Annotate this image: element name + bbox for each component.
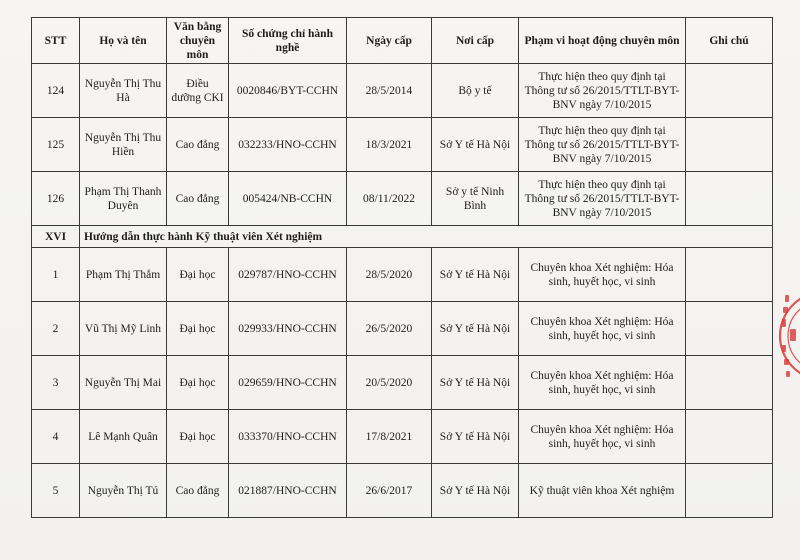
cell-stt: 1 xyxy=(32,248,80,302)
cell-place: Sở y tế Ninh Bình xyxy=(432,172,519,226)
cell-note xyxy=(686,248,773,302)
header-note: Ghi chú xyxy=(686,18,773,64)
cell-date: 26/5/2020 xyxy=(347,302,432,356)
cell-degree: Cao đẳng xyxy=(167,118,229,172)
section-row xyxy=(32,226,773,248)
cell-cert: 005424/NB-CCHN xyxy=(229,172,347,226)
cell-scope: Chuyên khoa Xét nghiệm: Hóa sinh, huyết học, vi sinh xyxy=(519,302,686,356)
table-header-row xyxy=(32,18,773,64)
cell-cert: 0020846/BYT-CCHN xyxy=(229,64,347,118)
cell-place: Sở Y tế Hà Nội xyxy=(432,464,519,518)
cell-name: Phạm Thị Thắm xyxy=(80,248,167,302)
cell-note xyxy=(686,464,773,518)
header-place: Nơi cấp xyxy=(432,18,519,64)
table-row xyxy=(32,302,773,356)
table-row xyxy=(32,410,773,464)
cell-place: Sở Y tế Hà Nội xyxy=(432,118,519,172)
cell-place: Sở Y tế Hà Nội xyxy=(432,248,519,302)
cell-name: Nguyễn Thị Thu Hà xyxy=(80,64,167,118)
cell-place: Sở Y tế Hà Nội xyxy=(432,410,519,464)
header-date: Ngày cấp xyxy=(347,18,432,64)
table-row xyxy=(32,464,773,518)
cell-stt: 3 xyxy=(32,356,80,410)
section-title: Hướng dẫn thực hành Kỹ thuật viên Xét nghiệm xyxy=(80,226,773,248)
header-degree: Văn bằng chuyên môn xyxy=(167,18,229,64)
personnel-table xyxy=(31,17,773,518)
header-name: Họ và tên xyxy=(80,18,167,64)
cell-date: 20/5/2020 xyxy=(347,356,432,410)
table-row xyxy=(32,356,773,410)
cell-stt: 4 xyxy=(32,410,80,464)
cell-name: Nguyễn Thị Tú xyxy=(80,464,167,518)
cell-degree: Đại học xyxy=(167,302,229,356)
cell-cert: 033370/HNO-CCHN xyxy=(229,410,347,464)
cell-note xyxy=(686,64,773,118)
cell-date: 18/3/2021 xyxy=(347,118,432,172)
cell-stt: 125 xyxy=(32,118,80,172)
cell-scope: Thực hiện theo quy định tại Thông tư số 26/2015/TTLT-BYT-BNV ngày 7/10/2015 xyxy=(519,64,686,118)
table-row xyxy=(32,64,773,118)
cell-name: Nguyễn Thị Thu Hiền xyxy=(80,118,167,172)
cell-note xyxy=(686,302,773,356)
cell-note xyxy=(686,172,773,226)
red-seal-icon xyxy=(776,283,800,389)
cell-note xyxy=(686,356,773,410)
cell-degree: Cao đẳng xyxy=(167,464,229,518)
cell-place: Bộ y tế xyxy=(432,64,519,118)
section-number: XVI xyxy=(32,226,80,248)
cell-date: 26/6/2017 xyxy=(347,464,432,518)
cell-scope: Chuyên khoa Xét nghiệm: Hóa sinh, huyết học, vi sinh xyxy=(519,248,686,302)
cell-cert: 029659/HNO-CCHN xyxy=(229,356,347,410)
cell-scope: Chuyên khoa Xét nghiệm: Hóa sinh, huyết học, vi sinh xyxy=(519,356,686,410)
cell-date: 28/5/2014 xyxy=(347,64,432,118)
cell-stt: 2 xyxy=(32,302,80,356)
cell-place: Sở Y tế Hà Nội xyxy=(432,356,519,410)
cell-name: Lê Mạnh Quân xyxy=(80,410,167,464)
table-row xyxy=(32,172,773,226)
header-stt: STT xyxy=(32,18,80,64)
table-row xyxy=(32,118,773,172)
header-cert: Số chứng chỉ hành nghề xyxy=(229,18,347,64)
cell-scope: Kỹ thuật viên khoa Xét nghiệm xyxy=(519,464,686,518)
cell-scope: Chuyên khoa Xét nghiệm: Hóa sinh, huyết học, vi sinh xyxy=(519,410,686,464)
cell-stt: 126 xyxy=(32,172,80,226)
header-scope: Phạm vi hoạt động chuyên môn xyxy=(519,18,686,64)
cell-degree: Cao đẳng xyxy=(167,172,229,226)
cell-scope: Thực hiện theo quy định tại Thông tư số 26/2015/TTLT-BYT-BNV ngày 7/10/2015 xyxy=(519,118,686,172)
cell-cert: 029933/HNO-CCHN xyxy=(229,302,347,356)
cell-degree: Đại học xyxy=(167,356,229,410)
cell-cert: 029787/HNO-CCHN xyxy=(229,248,347,302)
cell-degree: Đại học xyxy=(167,248,229,302)
cell-name: Vũ Thị Mỹ Linh xyxy=(80,302,167,356)
cell-cert: 032233/HNO-CCHN xyxy=(229,118,347,172)
cell-degree: Đại học xyxy=(167,410,229,464)
cell-date: 17/8/2021 xyxy=(347,410,432,464)
cell-stt: 5 xyxy=(32,464,80,518)
cell-name: Nguyễn Thị Mai xyxy=(80,356,167,410)
cell-cert: 021887/HNO-CCHN xyxy=(229,464,347,518)
cell-name: Phạm Thị Thanh Duyên xyxy=(80,172,167,226)
table-row xyxy=(32,248,773,302)
cell-note xyxy=(686,410,773,464)
cell-scope: Thực hiện theo quy định tại Thông tư số 26/2015/TTLT-BYT-BNV ngày 7/10/2015 xyxy=(519,172,686,226)
cell-stt: 124 xyxy=(32,64,80,118)
cell-degree: Điều dưỡng CKI xyxy=(167,64,229,118)
cell-date: 28/5/2020 xyxy=(347,248,432,302)
cell-place: Sở Y tế Hà Nội xyxy=(432,302,519,356)
cell-note xyxy=(686,118,773,172)
cell-date: 08/11/2022 xyxy=(347,172,432,226)
